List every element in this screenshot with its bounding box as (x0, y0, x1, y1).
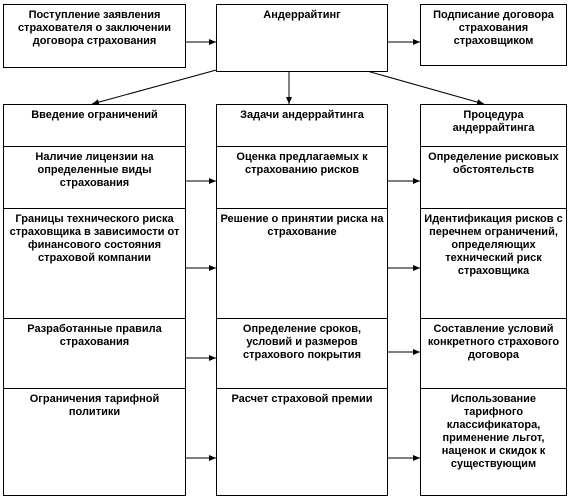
restrictions-column (3, 104, 186, 496)
tasks-header: Задачи андеррайтинга (217, 105, 387, 147)
underwriting-box: Андеррайтинг (216, 4, 388, 72)
arrow-to-restrictions (92, 69, 220, 104)
restrictions-header: Введение ограничений (4, 105, 185, 147)
task-item: Расчет страховой премии (231, 393, 373, 405)
restriction-item: Границы технического риска страховщика в зависимости от финансового состояния страховой компании (4, 209, 185, 319)
procedure-item: Использование тарифного классификатора, применение льгот, наценок и скидок к существующим (441, 393, 546, 470)
restriction-item: Наличие лицензии на определенные виды страхования (4, 147, 185, 209)
procedure-header: Процедура андеррайтинга (421, 105, 566, 147)
procedure-item: Идентификация рисков с перечнем ограничений, определяющих технический риск страховщика (421, 209, 566, 319)
task-item: Оценка предлагаемых к страхованию рисков (217, 147, 387, 209)
signing-box: Подписание договора страхования страховщиком (420, 4, 567, 66)
procedure-column (420, 104, 567, 496)
task-item: Решение о принятии риска на страхование (217, 209, 387, 319)
procedure-item: Определение рисковых обстоятельств (421, 147, 566, 209)
procedure-item: Составление условий конкретного страхового договора (421, 319, 566, 389)
restriction-item: Разработанные правила страхования (4, 319, 185, 389)
restriction-item: Ограничения тарифной политики (29, 393, 160, 418)
task-item: Определение сроков, условий и размеров страхового покрытия (217, 319, 387, 389)
arrow-to-procedure (360, 69, 484, 104)
application-box: Поступление заявления страхователя о заключении договора страхования (3, 4, 186, 68)
tasks-column (216, 104, 388, 496)
